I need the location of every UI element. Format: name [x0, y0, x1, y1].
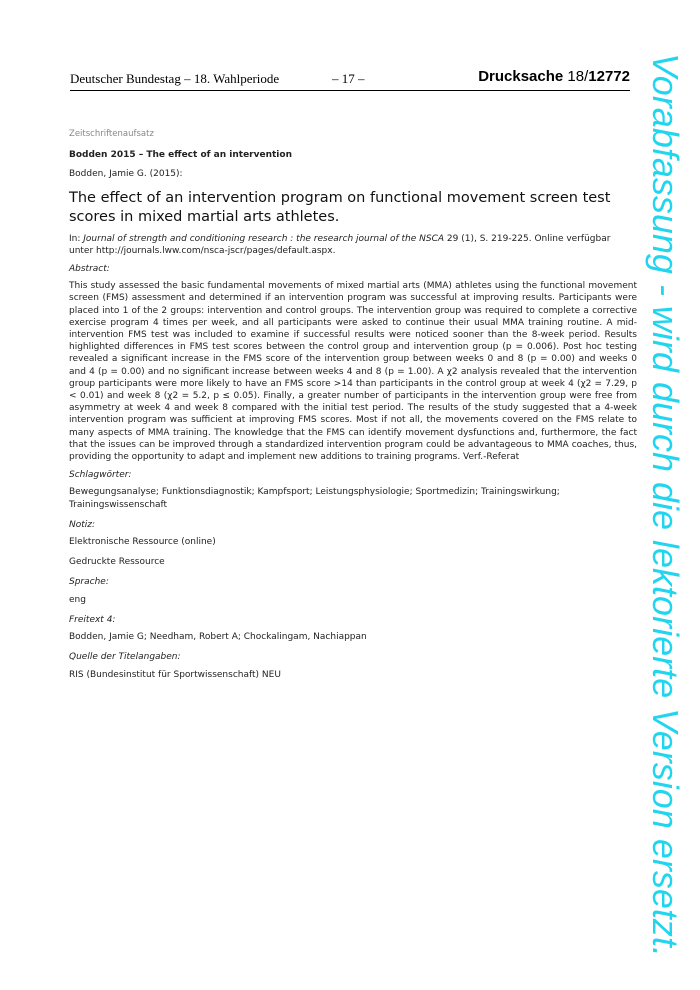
record-short-title: Bodden 2015 – The effect of an intervention: [69, 150, 292, 161]
record-title: The effect of an intervention program on functional movement screen test scores in mixed martial arts athletes.: [69, 189, 611, 225]
source-details: 29 (1), S. 219-225. Online verfügbar unter http://journals.lww.com/nsca-jscr/pages/default.aspx.: [69, 233, 611, 256]
document-number: [478, 68, 630, 85]
record-category: Zeitschriftenaufsatz: [69, 129, 154, 139]
document-id: 12772: [588, 68, 630, 85]
title-source-value: RIS (Bundesinstitut für Sportwissenschaft) NEU: [69, 669, 281, 680]
page-header: [70, 70, 630, 91]
document-period: 18/: [567, 68, 589, 85]
source-prefix: In:: [69, 233, 84, 244]
notes-label: Notiz:: [69, 519, 96, 530]
language-value: eng: [69, 594, 86, 605]
language-label: Sprache:: [69, 577, 109, 588]
record-entry: [69, 128, 637, 689]
page-number: – 17 –: [332, 71, 365, 86]
note-online: Elektronische Ressource (online): [69, 537, 216, 548]
keywords-text: Bewegungsanalyse; Funktionsdiagnostik; Kampfsport; Leistungsphysiologie; Sportmedizin; Trainingswirkung; Trainingswissenschaft: [69, 487, 560, 510]
source-journal: Journal of strength and conditioning research : the research journal of the NSCA: [83, 233, 445, 244]
record-source: [69, 233, 637, 257]
note-print: Gedruckte Ressource: [69, 557, 165, 568]
freetext-value: Bodden, Jamie G; Needham, Robert A; Chockalingam, Nachiappan: [69, 632, 367, 643]
freetext-label: Freitext 4:: [69, 614, 116, 625]
parliament-label: Deutscher Bundestag – 18. Wahlperiode: [70, 71, 280, 86]
abstract-text: This study assessed the basic fundamental movements of mixed martial arts (MMA) athletes using the functional movement screen (FMS) assessment and determined if an intervention program was successful at improving results. Participants were placed into 1 of the 2 groups: intervention and control groups. The intervention group was required to complete a corrective exercise program 4 times per week, and all participants were asked to continue their usual MMA training routine. A mid-intervention FMS test was included to examine if successful results were noticed sooner than the 8-week period. Results highlighted differences in FMS test scores between the control group and intervention group (p = 0.006). Post hoc testing revealed a significant increase in the FMS score of the intervention group between weeks 0 and 8 (p = 0.00) and weeks 0 and 4 (p = 0.00) and no significant increase between weeks 4 and 8 (p = 1.00). A χ2 analysis revealed that the intervention group participants were more likely to have an FMS score >14 than participants in the control group at week 4 (χ2 = 7.29, p < 0.01) and week 8 (χ2 = 5.2, p ≤ 0.05). Finally, a greater number of participants in the intervention group were free from asymmetry at week 4 and week 8 compared with the initial test period. The results of the study suggested that a 4-week intervention program was sufficient at improving FMS scores. Most if not all, the movements covered on the FMS relate to many aspects of MMA training. The knowledge that the FMS can identify movement dysfunctions and, furthermore, the fact that the issues can be improved through a standardized intervention program could be advantageous to MMA coaches, thus, providing the opportunity to adapt and implement new additions to training programs. Verf.-Referat: [69, 281, 637, 463]
title-source-label: Quelle der Titelangaben:: [69, 652, 181, 663]
abstract-label: Abstract:: [69, 264, 110, 275]
document-word: Drucksache: [478, 68, 564, 85]
draft-watermark: Vorabfassung - wird durch die lektorierte Version ersetzt.: [645, 53, 686, 957]
keywords-label: Schlagwörter:: [69, 470, 132, 481]
record-authors: Bodden, Jamie G. (2015):: [69, 169, 183, 180]
